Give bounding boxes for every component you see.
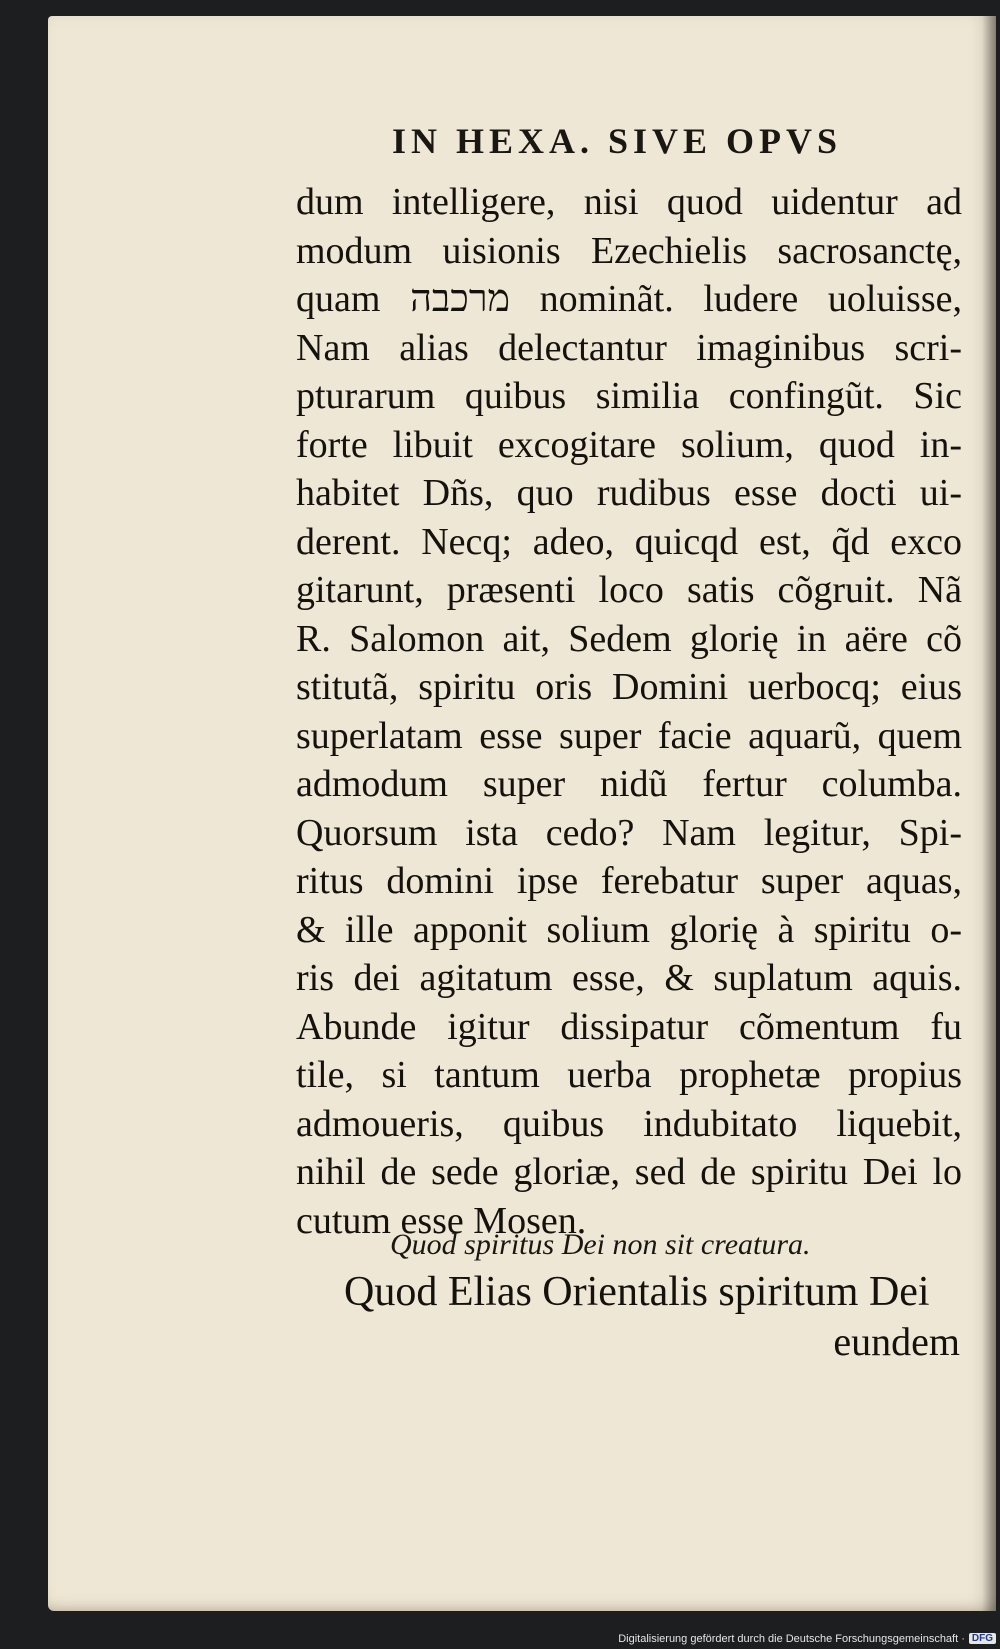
body-text <box>296 178 962 1245</box>
section-first-line: Quod Elias Orientalis spiritum Dei <box>344 1269 930 1315</box>
text-line: admoueris, quibus indubitato liquebit, <box>296 1102 962 1145</box>
text-line: forte libuit excogitare solium, quod in- <box>296 423 962 466</box>
text-line: R. Salomon ait, Sedem glorię in aëre cõ <box>296 617 962 660</box>
text-line: ritus domini ipse ferebatur super aquas, <box>296 860 962 902</box>
catchword: eundem <box>833 1319 960 1364</box>
dfg-logo-icon: DFG <box>969 1633 996 1644</box>
text-line: habitet Dñs, quo rudibus esse docti ui- <box>296 472 962 514</box>
text-line: quam מרכבה nominãt. ludere uoluisse, <box>296 278 962 320</box>
text-line: admodum super nidũ fertur columba. <box>296 763 962 805</box>
text-line: gitarunt, præsenti loco satis cõgruit. Nã <box>296 569 962 611</box>
text-line: nihil de sede gloriæ, sed de spiritu Dei lo <box>296 1151 962 1193</box>
text-line: modum uisionis Ezechielis sacrosanctę, <box>296 229 962 272</box>
text-line: stitutã, spiritu oris Domini uerbocq; eius <box>296 666 962 708</box>
text-line: Nam alias delectantur imaginibus scri- <box>296 326 962 369</box>
section-heading: Quod spiritus Dei non sit creatura. <box>390 1228 811 1261</box>
digitization-credit-bar <box>600 1628 1000 1649</box>
text-line: superlatam esse super facie aquarũ, quem <box>296 714 962 757</box>
page-gutter-shadow <box>982 16 996 1611</box>
text-line: cutum esse Mosen. <box>296 1199 587 1242</box>
text-line: Abunde igitur dissipatur cõmentum fu <box>296 1005 962 1048</box>
text-line: Quorsum ista cedo? Nam legitur, Spi- <box>296 811 962 854</box>
text-line: dum intelligere, nisi quod uidentur ad <box>296 181 962 223</box>
text-line: & ille apponit solium glorię à spiritu o- <box>296 908 962 951</box>
text-line: tile, si tantum uerba prophetæ propius <box>296 1054 962 1096</box>
text-line: derent. Necq; adeo, quicqd est, q̃d exco <box>296 520 962 563</box>
digitization-credit-text: Digitalisierung gefördert durch die Deutsche Forschungsgemeinschaft · <box>618 1632 965 1645</box>
text-line: pturarum quibus similia confingũt. Sic <box>296 375 962 417</box>
text-line: ris dei agitatum esse, & suplatum aquis. <box>296 957 962 999</box>
running-head: IN HEXA. SIVE OPVS <box>392 121 843 161</box>
